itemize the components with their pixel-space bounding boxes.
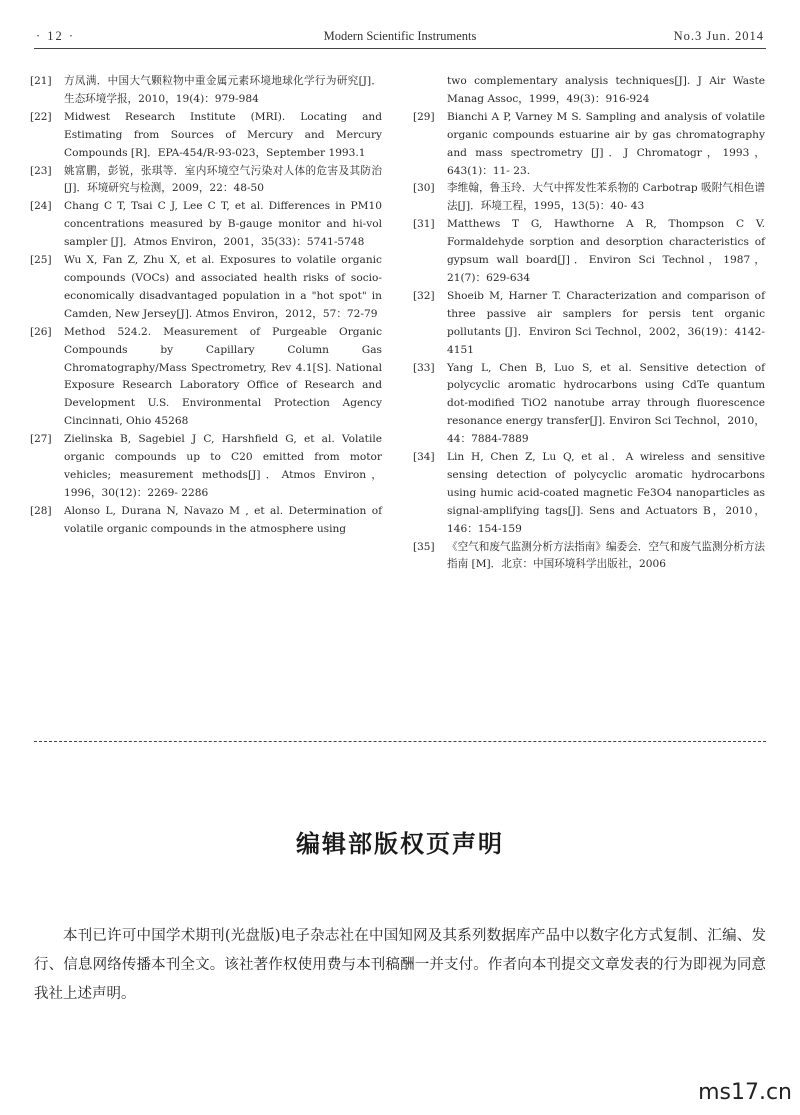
reference-text: Zielinska B, Sagebiel J C, Harshfield G, et al. Volatile organic compounds up to C20 emitted from motor vehicles; measurement methods[J]．Atmos Environ，1996，30(12)：2269- 2286 [64, 433, 382, 499]
reference-number: [34] [413, 451, 435, 464]
issue-info: No.3 Jun. 2014 [673, 29, 764, 43]
reference-text: Alonso L, Durana N, Navazo M , et al. Determination of volatile organic compounds in the atmosphere using [64, 504, 382, 535]
reference-text: 李维翰，鲁玉玲．大气中挥发性苯系物的 Carbotrap 吸附气相色谱法[J]．环境工程，1995，13(5)：40- 43 [447, 182, 765, 213]
reference-item [30, 324, 382, 431]
reference-item [413, 180, 765, 216]
page-number: · 12 · [36, 29, 76, 43]
reference-text: Chang C T, Tsai C J, Lee C T, et al. Differences in PM10 concentrations measured by B-gauge monitor and hi-vol sampler [J]．Atmos Environ，2001，35(33)：5741-5748 [64, 200, 382, 249]
references-right-column [413, 73, 765, 574]
reference-number: [31] [413, 218, 435, 231]
reference-number: [29] [413, 110, 435, 123]
reference-number: [33] [413, 361, 435, 374]
reference-item [30, 109, 382, 163]
dashed-divider [34, 741, 766, 742]
reference-item [30, 163, 382, 199]
reference-text: 姚富鹏，彭锐，张琪等．室内环境空气污染对人体的危害及其防治[J]．环境研究与检测，2009，22：48-50 [64, 164, 382, 195]
reference-text: Shoeib M, Harner T. Characterization and comparison of three passive air samplers for persis tent organic pollutants [J]．Environ Sci Technol，2002，36(19)：4142-4151 [447, 289, 765, 356]
reference-number: [23] [30, 164, 52, 177]
notice-body: 本刊已许可中国学术期刊(光盘版)电子杂志社在中国知网及其系列数据库产品中以数字化方式复制、汇编、发行、信息网络传播本刊全文。该社著作权使用费与本刊稿酬一并支付。作者向本刊提交文章发表的行为即视为同意我社上述声明。 [34, 927, 766, 1002]
reference-text: 《空气和废气监测分析方法指南》编委会．空气和废气监测分析方法指南 [M]．北京：中国环境科学出版社，2006 [447, 540, 765, 571]
reference-item [413, 360, 765, 450]
reference-number: [30] [413, 182, 435, 195]
reference-item [413, 288, 765, 360]
reference-text: Matthews T G, Hawthorne A R, Thompson C V. Formaldehyde sorption and desorption characteristics of gypsum wall board[J]．Environ Sci Technol，1987，21(7)：629-634 [447, 218, 765, 284]
reference-item [30, 431, 382, 503]
reference-number: [24] [30, 200, 52, 213]
reference-number: [28] [30, 504, 52, 517]
reference-item [413, 109, 765, 181]
reference-item [413, 539, 765, 575]
journal-name: Modern Scientific Instruments [323, 29, 477, 43]
reference-number: [32] [413, 289, 435, 302]
running-header [34, 26, 766, 49]
reference-item [30, 73, 382, 109]
reference-text: Bianchi A P, Varney M S. Sampling and analysis of volatile organic compounds estuarine air by gas chromatography and mass spectrometry [J]．J Chromatogr，1993，643(1)：11- 23. [447, 110, 765, 177]
reference-item [413, 216, 765, 288]
reference-number: [21] [30, 75, 52, 87]
reference-text: Midwest Research Institute (MRI). Locating and Estimating from Sources of Mercury and Mercury Compounds [R]．EPA-454/R-93-023，September 1993.1 [64, 110, 382, 159]
reference-number: [25] [30, 254, 52, 267]
references-left-column [30, 73, 382, 539]
reference-item [30, 252, 382, 324]
notice-title: 编辑部版权页声明 [296, 830, 504, 858]
reference-continuation: two complementary analysis techniques[J]. J Air Waste Manag Assoc，1999，49(3)：916-924 [447, 75, 765, 105]
reference-item [413, 449, 765, 539]
reference-item [30, 503, 382, 539]
watermark: ms17.cn [698, 1080, 792, 1105]
reference-text: Lin H, Chen Z, Lu Q, et al．A wireless and sensitive sensing detection of polycyclic aromatic hydrocarbons using humic acid-coated magnetic Fe3O4 nanoparticles as signal-amplifying tags[J]. Sens and Actuators B，2010，146：154-159 [447, 451, 765, 535]
reference-text: 方凤满．中国大气颗粒物中重金属元素环境地球化学行为研究[J]．生态环境学报，2010，19(4)：979-984 [64, 75, 382, 105]
reference-text: Method 524.2. Measurement of Purgeable Organic Compounds by Capillary Column Gas Chromatography/Mass Spectrometry, Rev 4.1[S]. National Exposure Research Laboratory Office of Research and Development U.S. Environmental Protection Agency Cincinnati, Ohio 45268 [64, 325, 382, 428]
reference-number: [35] [413, 540, 435, 553]
reference-text: Wu X, Fan Z, Zhu X, et al. Exposures to volatile organic compounds (VOCs) and associated health risks of socio-economically disadvantaged population in a "hot spot" in Camden, New Jersey[J]. Atmos Environ，2012，57：72-79 [64, 254, 382, 320]
reference-item [30, 198, 382, 252]
reference-text: Yang L, Chen B, Luo S, et al. Sensitive detection of polycyclic aromatic hydrocarbons using CdTe quantum dot-modified TiO2 nanotube array through fluorescence resonance energy transfer[J]. Environ Sci Technol，2010，44：7884-7889 [447, 361, 765, 446]
reference-number: [26] [30, 325, 52, 338]
reference-number: [27] [30, 433, 52, 446]
reference-number: [22] [30, 110, 52, 123]
